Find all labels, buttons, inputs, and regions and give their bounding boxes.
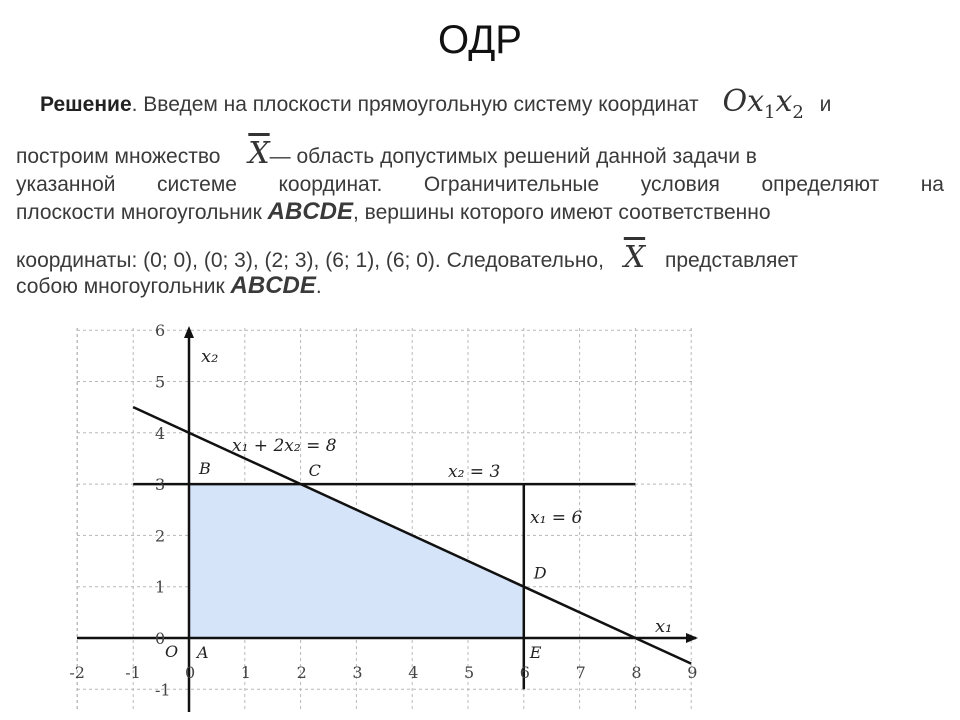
x-tick-label: 3: [352, 663, 363, 682]
vertex-label-a: A: [197, 643, 209, 662]
y-tick-label: 4: [155, 423, 166, 443]
y-tick-label: 1: [155, 577, 166, 597]
y-tick-label: 6: [155, 321, 166, 341]
y-tick-label: 0: [155, 629, 166, 648]
text-line1-end: и: [819, 93, 832, 116]
polygon-name: ABCDE: [267, 198, 353, 225]
vertex-label-b: B: [199, 459, 211, 479]
feasible-region-polygon: [189, 484, 524, 638]
line-label-x1-eq-6: x₁ = 6: [530, 508, 583, 528]
polygon-name-2: ABCDE: [230, 272, 316, 299]
text-line5-end: представляет: [665, 249, 798, 272]
vertex-label-e: E: [529, 643, 542, 662]
paragraph-line-3: указанной системе координат. Ограничительные условия определяют на: [16, 173, 944, 196]
vertex-label-c: C: [308, 461, 321, 481]
x-tick-label: 6: [519, 663, 530, 682]
x-tick-label: -1: [125, 663, 141, 682]
x-tick-label: 8: [631, 663, 642, 682]
text-line2-start: построим множество: [16, 145, 221, 168]
math-set-X: $\overline{X}$: [248, 136, 270, 171]
text-line4-start: плоскости многоугольник: [16, 201, 262, 224]
x-tick-label: 7: [575, 663, 586, 682]
x-tick-label: 4: [408, 663, 419, 682]
math-coordinate-system: $Ox_1x_2$: [722, 84, 804, 123]
x-tick-label: 9: [687, 663, 698, 682]
diagram-labels: [69, 321, 697, 699]
x-tick-label: 5: [464, 663, 475, 682]
vertex-label-d: D: [533, 563, 547, 583]
solution-label: Решение: [40, 93, 132, 116]
x-axis-arrow-icon: [686, 633, 698, 643]
x-tick-label: 0: [185, 663, 196, 682]
y-tick-label: 3: [155, 475, 166, 495]
x-tick-label: 2: [296, 663, 307, 682]
y-axis-label: x₂: [201, 346, 219, 367]
text-line6-start: собою многоугольник: [16, 275, 225, 298]
page-title: ОДР: [437, 18, 522, 62]
paragraph-line-6: собою многоугольник ABCDE.: [16, 272, 322, 299]
origin-label: O: [165, 642, 179, 661]
y-tick-label: 2: [155, 526, 166, 546]
y-tick-label: 5: [155, 372, 166, 392]
text-line5-start: координаты: (0; 0), (0; 3), (2; 3), (6; 1), (6; 0). Следовательно,: [16, 249, 604, 272]
text-line1: . Введем на плоскости прямоугольную систему координат: [131, 93, 699, 116]
y-tick-label: -1: [155, 680, 171, 700]
line-label-x2-eq-3: x₂ = 3: [448, 462, 501, 482]
x-axis-label: x₁: [655, 616, 673, 637]
text-line2-rest: — область допустимых решений данной задачи в: [269, 145, 757, 168]
text-line4-rest: , вершины которого имеют соответственно: [353, 201, 771, 224]
math-set-X-2: $\overline{X}$: [623, 240, 646, 275]
y-axis-arrow-icon: [184, 326, 194, 338]
x-tick-label: -2: [69, 663, 85, 682]
line-label-x1-plus-2x2: x₁ + 2x₂ = 8: [232, 436, 337, 456]
x-tick-label: 1: [240, 663, 251, 682]
